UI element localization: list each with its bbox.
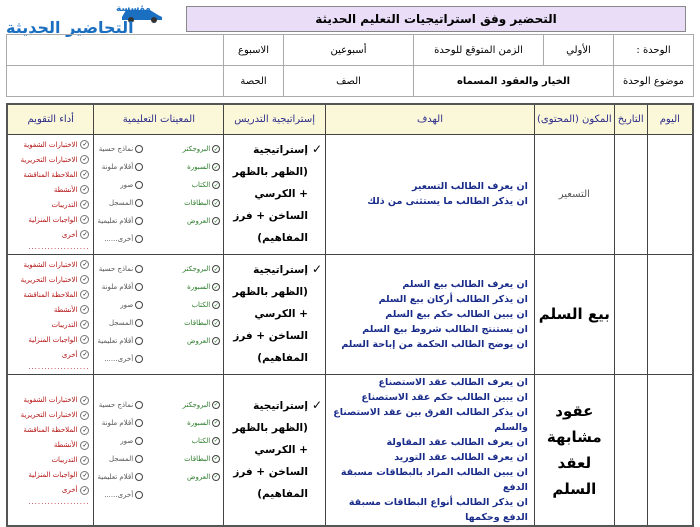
check-circle-icon: ✓ [82, 261, 88, 268]
circle-icon [135, 473, 143, 481]
week-cell[interactable] [7, 35, 224, 66]
goal-item: ان يوضح الطالب الحكمة من إباحة السلم [341, 338, 528, 350]
time-label: الزمن المتوقع للوحدة [414, 35, 544, 66]
goal-item: ان يعرف الطالب عقد الاستصناع [378, 376, 528, 388]
strategy-text: إستراتيجية (الظهر بالظهر + الكرسي الساخن + فرز المفاهيم) [232, 144, 308, 244]
goal-item: ان يبين الطالب حكم بيع السلم [385, 308, 528, 320]
circle-icon [135, 319, 143, 327]
circle-icon [135, 145, 143, 153]
check-circle-icon: ✓ [82, 456, 88, 464]
circle-icon [135, 437, 143, 445]
check-circle-icon: ✓ [82, 291, 88, 298]
eval-item[interactable]: ✓ أخرى [61, 230, 88, 239]
goal-item: ان يبين الطالب المراد بالبطاقات مسبقة الدفع [340, 466, 528, 493]
goals-cell [326, 134, 535, 254]
eval-item[interactable]: ✓ الأنشطة [53, 441, 88, 449]
date-cell[interactable] [614, 254, 647, 374]
topic-label: موضوع الوحدة [614, 66, 694, 97]
eval-item[interactable]: ✓ التدريبات [51, 200, 88, 209]
component-cell [534, 134, 614, 254]
aid-item[interactable]: ✓ العروض [187, 472, 219, 481]
aid-item[interactable]: ✓ البروجكتر [182, 400, 219, 409]
check-circle-icon: ✓ [82, 231, 88, 238]
check-circle-icon: ✓ [213, 337, 219, 345]
lesson-plan-table [6, 103, 694, 527]
component-text: بيع السلم [538, 305, 610, 323]
col-aids: المعينات التعليمية [94, 104, 224, 134]
circle-icon [135, 455, 143, 463]
eval-item[interactable]: ✓ الملاحظة المناقشة [23, 426, 88, 434]
check-circle-icon: ✓ [213, 401, 219, 408]
check-circle-icon: ✓ [213, 455, 219, 462]
circle-icon [135, 283, 143, 291]
goal-item: ان يعرف الطالب التسعير [411, 181, 528, 192]
page-title: التحضير وفق استراتيجيات التعليم الحديثة [186, 6, 686, 32]
circle-icon [135, 491, 143, 499]
eval-dots: ................... [28, 242, 90, 251]
eval-item[interactable]: ✓ الأنشطة [53, 305, 88, 314]
eval-item[interactable]: ✓ الواجبات المنزلية [28, 335, 88, 344]
aid-item[interactable]: أقلام تعليمية [97, 469, 143, 485]
strategy-cell [224, 374, 326, 526]
table-row [7, 374, 693, 526]
aid-item[interactable]: أقلام تعليمية [97, 333, 143, 349]
circle-icon [135, 355, 143, 363]
component-cell [534, 254, 614, 374]
circle-icon [135, 235, 143, 243]
component-text: التسعير [558, 188, 590, 200]
aid-item[interactable]: أقلام ملونة [97, 415, 143, 431]
eval-item[interactable]: ✓ التدريبات [51, 456, 88, 464]
aid-item[interactable]: نماذج حسية [97, 261, 143, 277]
brand-line2: التحاضير الحديثة [6, 18, 134, 37]
aid-item[interactable]: ✓ الكتاب [191, 301, 219, 309]
check-circle-icon: ✓ [213, 437, 219, 444]
aid-item[interactable]: ✓ العروض [187, 217, 219, 225]
circle-icon [135, 163, 143, 171]
aid-item[interactable]: ✓ السبورة [187, 163, 219, 171]
aid-item[interactable]: أخرى...... [97, 351, 143, 367]
period-label: الحصة [224, 66, 284, 97]
eval-dots: ................... [28, 362, 90, 371]
day-cell[interactable] [647, 134, 693, 254]
aid-item[interactable]: ✓ السبورة [187, 283, 219, 291]
check-circle-icon: ✓ [82, 396, 88, 404]
check-circle-icon: ✓ [82, 336, 88, 343]
time-value: أسبوعين [284, 35, 414, 66]
circle-icon [135, 181, 143, 189]
circle-icon [135, 401, 143, 409]
check-circle-icon: ✓ [213, 473, 219, 480]
circle-icon [135, 337, 143, 345]
component-text: عقود مشابهة لعقد السلم [546, 401, 602, 498]
goals-cell [326, 254, 535, 374]
goal-item: ان يذكر الطالب ما يستثنى من ذلك [367, 196, 528, 207]
eval-item[interactable]: ✓ الاختبارات الشفوية [23, 260, 88, 269]
eval-item[interactable]: ✓ أخرى [61, 350, 88, 359]
check-icon: ✓ [311, 397, 323, 412]
aid-item[interactable]: ✓ الكتاب [191, 181, 219, 189]
aid-item[interactable]: ✓ البروجكتر [182, 265, 219, 273]
eval-item[interactable]: ✓ الاختبارات التحريرية [20, 275, 88, 284]
check-circle-icon: ✓ [82, 201, 88, 208]
check-circle-icon: ✓ [213, 265, 219, 273]
brand-line1: مؤسسة [116, 4, 151, 14]
period-cell[interactable] [7, 66, 224, 97]
check-circle-icon: ✓ [82, 141, 88, 148]
strategy-text: إستراتيجية (الظهر بالظهر + الكرسي الساخن + فرز المفاهيم) [232, 399, 308, 500]
goal-item: ان يستنتج الطالب شروط بيع السلم [362, 323, 528, 335]
col-component: المكون (المحتوى) [534, 104, 614, 134]
check-circle-icon: ✓ [82, 171, 88, 178]
check-circle-icon: ✓ [82, 276, 88, 283]
goals-cell [326, 374, 535, 526]
unit-label: الوحدة : [614, 35, 694, 66]
check-circle-icon: ✓ [82, 426, 88, 434]
check-circle-icon: ✓ [82, 186, 88, 193]
check-circle-icon: ✓ [82, 156, 88, 163]
eval-item[interactable]: ✓ الاختبارات الشفوية [23, 140, 88, 149]
check-circle-icon: ✓ [213, 283, 219, 291]
eval-item[interactable]: ✓ الاختبارات التحريرية [20, 155, 88, 164]
aids-cell [94, 254, 224, 374]
unit-value: الأولي [544, 35, 614, 66]
col-evaluation: أداء التقويم [7, 104, 94, 134]
aid-item[interactable]: نماذج حسية [97, 141, 143, 157]
eval-item[interactable]: ✓ الأنشطة [53, 185, 88, 194]
eval-item[interactable]: ✓ الاختبارات الشفوية [23, 396, 88, 404]
goal-item: ان يعرف الطالب بيع السلم [402, 278, 528, 290]
aid-item[interactable]: ✓ العروض [187, 337, 219, 345]
table-row [7, 134, 693, 254]
aid-item[interactable]: ✓ البطاقات [184, 319, 219, 327]
check-circle-icon: ✓ [82, 441, 88, 449]
aid-item[interactable]: صور [97, 177, 143, 193]
date-cell[interactable] [614, 134, 647, 254]
aid-item[interactable]: المسجل [97, 315, 143, 331]
day-cell[interactable] [647, 374, 693, 526]
topic-value: الخيار والعقود المسماه [414, 66, 614, 97]
week-label: الاسبوع [224, 35, 284, 66]
circle-icon [135, 199, 143, 207]
eval-dots: ................... [28, 498, 90, 506]
check-circle-icon: ✓ [82, 351, 88, 358]
eval-item[interactable]: ✓ أخرى [61, 486, 88, 494]
check-circle-icon: ✓ [82, 486, 88, 494]
eval-item[interactable]: ✓ الاختبارات التحريرية [20, 411, 88, 419]
check-circle-icon: ✓ [213, 199, 219, 207]
check-circle-icon: ✓ [213, 301, 219, 309]
check-circle-icon: ✓ [213, 419, 219, 426]
circle-icon [135, 217, 143, 225]
circle-icon [135, 301, 143, 309]
aid-item[interactable]: المسجل [97, 195, 143, 211]
goal-item: ان يذكر الطالب أركان بيع السلم [378, 293, 528, 305]
aids-cell [94, 134, 224, 254]
aid-item[interactable]: ✓ البطاقات [184, 454, 219, 463]
aid-item[interactable]: أقلام ملونة [97, 159, 143, 175]
aid-item[interactable]: نماذج حسية [97, 397, 143, 413]
aids-cell [94, 374, 224, 526]
col-date: التاريخ [614, 104, 647, 134]
aid-item[interactable]: أقلام ملونة [97, 279, 143, 295]
circle-icon [135, 265, 143, 273]
check-circle-icon: ✓ [213, 145, 219, 153]
strategy-text: إستراتيجية (الظهر بالظهر + الكرسي الساخن + فرز المفاهيم) [232, 264, 308, 364]
aid-item[interactable]: صور [97, 297, 143, 313]
circle-icon [135, 419, 143, 427]
check-circle-icon: ✓ [213, 181, 219, 189]
check-circle-icon: ✓ [82, 471, 88, 479]
evaluation-cell [7, 374, 94, 526]
eval-item[interactable]: ✓ الملاحظة المناقشة [23, 170, 88, 179]
eval-item[interactable]: ✓ الواجبات المنزلية [28, 471, 88, 479]
aid-item[interactable]: ✓ البروجكتر [182, 145, 219, 153]
unit-header-table [6, 34, 694, 97]
goal-item: ان يبين الطالب حكم عقد الاستصناع [361, 391, 528, 403]
eval-item[interactable]: ✓ الواجبات المنزلية [28, 215, 88, 224]
strategy-cell [224, 134, 326, 254]
date-cell[interactable] [614, 374, 647, 526]
day-cell[interactable] [647, 254, 693, 374]
check-icon: ✓ [311, 142, 323, 156]
col-day: اليوم [647, 104, 693, 134]
aid-item[interactable]: صور [97, 433, 143, 449]
aid-item[interactable]: ✓ السبورة [187, 418, 219, 427]
aid-item[interactable]: المسجل [97, 451, 143, 467]
aid-item[interactable]: أقلام تعليمية [97, 213, 143, 229]
eval-item[interactable]: ✓ الملاحظة المناقشة [23, 290, 88, 299]
aid-item[interactable]: أخرى...... [97, 231, 143, 247]
check-circle-icon: ✓ [82, 411, 88, 419]
goal-item: ان يعرف الطالب عقد المقاولة [386, 436, 528, 448]
goal-item: ان يذكر الطالب الفرق بين عقد الاستصناع والسلم [333, 406, 528, 433]
table-row [7, 254, 693, 374]
col-strategy: إستراتيجية التدريس [224, 104, 326, 134]
check-circle-icon: ✓ [213, 217, 219, 225]
eval-item[interactable]: ✓ التدريبات [51, 320, 88, 329]
check-circle-icon: ✓ [213, 319, 219, 327]
aid-item[interactable]: أخرى...... [97, 487, 143, 503]
check-circle-icon: ✓ [82, 306, 88, 313]
aid-item[interactable]: ✓ الكتاب [191, 436, 219, 445]
goal-item: ان يعرف الطالب عقد التوريد [394, 451, 528, 463]
check-circle-icon: ✓ [82, 321, 88, 328]
component-cell [534, 374, 614, 526]
strategy-cell [224, 254, 326, 374]
check-circle-icon: ✓ [213, 163, 219, 171]
goal-item: ان يذكر الطالب أنواع البطاقات مسبقة الدفع وحكمها [348, 496, 528, 523]
evaluation-cell [7, 254, 94, 374]
check-icon: ✓ [311, 262, 323, 276]
aid-item[interactable]: ✓ البطاقات [184, 199, 219, 207]
col-goal: الهدف [326, 104, 535, 134]
check-circle-icon: ✓ [82, 216, 88, 223]
evaluation-cell [7, 134, 94, 254]
class-label: الصف [284, 66, 414, 97]
